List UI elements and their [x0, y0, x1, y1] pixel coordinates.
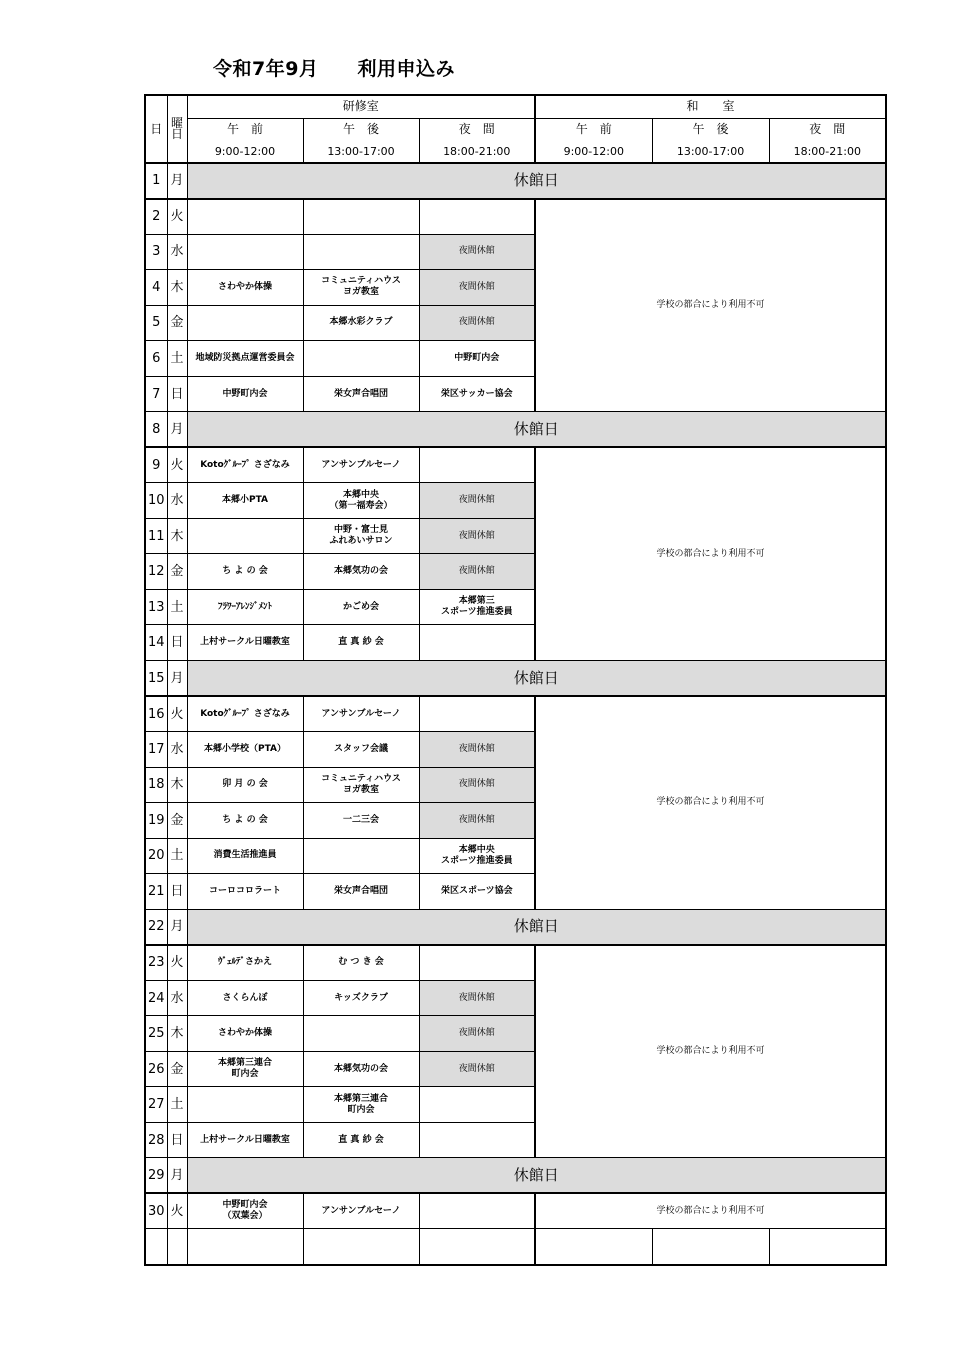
room1-am-cell[interactable] [187, 1229, 303, 1265]
room1-pm-cell[interactable]: 本郷水彩クラブ [303, 305, 419, 341]
weekday-header: 曜 日 [167, 95, 187, 163]
room1-pm-cell[interactable]: 中野・富士見 ふれあいサロン [303, 518, 419, 554]
day-cell: 27 [145, 1087, 167, 1123]
page-title: 令和7年9月 利用申込み [213, 58, 455, 80]
schedule-table [144, 94, 887, 1266]
room1-pm-cell[interactable] [303, 1229, 419, 1265]
weekday-cell: 土 [167, 589, 187, 625]
weekday-cell: 木 [167, 518, 187, 554]
day-cell [145, 1229, 167, 1265]
weekday-cell: 土 [167, 1087, 187, 1123]
room1-night-cell: 夜間休館 [419, 803, 535, 839]
room1-slot-night: 夜 間 [419, 118, 535, 140]
room1-pm-cell[interactable]: 栄女声合唱団 [303, 376, 419, 412]
room1-am-cell[interactable]: Kotoｸﾞﾙｰﾌﾟ さざなみ [187, 696, 303, 732]
room1-night-cell[interactable] [419, 625, 535, 661]
day-cell: 2 [145, 199, 167, 235]
day-cell: 17 [145, 732, 167, 768]
weekday-cell: 火 [167, 696, 187, 732]
table-row [145, 909, 886, 945]
room2-night-cell[interactable] [769, 1229, 886, 1265]
room2-time-pm: 13:00-17:00 [652, 140, 769, 163]
room1-night-cell: 夜間休館 [419, 1051, 535, 1087]
room2-unavailable-cell: 学校の都合により利用不可 [535, 1193, 886, 1229]
day-cell: 1 [145, 163, 167, 199]
room1-pm-cell[interactable]: 本郷気功の会 [303, 1051, 419, 1087]
room1-pm-cell[interactable]: 本郷気功の会 [303, 554, 419, 590]
room1-night-cell[interactable] [419, 199, 535, 235]
room2-time-am: 9:00-12:00 [535, 140, 652, 163]
room1-night-cell: 夜間休館 [419, 554, 535, 590]
room1-night-cell[interactable]: 栄区スポーツ協会 [419, 874, 535, 910]
room1-pm-cell[interactable] [303, 1016, 419, 1052]
weekday-cell [167, 1229, 187, 1265]
room1-pm-cell[interactable]: コミュニティハウス ヨガ教室 [303, 767, 419, 803]
table-row [145, 163, 886, 199]
day-header: 日 [145, 95, 167, 163]
room2-unavailable-cell: 学校の都合により利用不可 [535, 447, 886, 660]
room1-pm-cell[interactable]: 一二三会 [303, 803, 419, 839]
room1-night-cell[interactable] [419, 696, 535, 732]
room1-am-cell[interactable] [187, 199, 303, 235]
room1-pm-cell[interactable]: 直 真 紗 会 [303, 625, 419, 661]
room1-night-cell: 夜間休館 [419, 270, 535, 306]
table-row [145, 1158, 886, 1194]
room1-am-cell[interactable]: さわやか体操 [187, 270, 303, 306]
room2-time-night: 18:00-21:00 [769, 140, 886, 163]
room1-night-cell[interactable]: 本郷第三 スポーツ推進委員 [419, 589, 535, 625]
room1-slot-pm: 午 後 [303, 118, 419, 140]
room1-am-cell[interactable]: Kotoｸﾞﾙｰﾌﾟ さざなみ [187, 447, 303, 483]
room1-pm-cell[interactable]: アンサンブルセーノ [303, 696, 419, 732]
closed-day-cell: 休館日 [187, 1158, 886, 1194]
room1-am-cell[interactable]: 上村サークル日曜教室 [187, 1122, 303, 1158]
table-row [145, 1193, 886, 1229]
room1-night-cell[interactable]: 中野町内会 [419, 341, 535, 377]
room1-header: 研修室 [187, 95, 535, 118]
closed-day-cell: 休館日 [187, 163, 886, 199]
room1-am-cell[interactable]: 中野町内会 （双葉会） [187, 1193, 303, 1229]
day-cell: 15 [145, 660, 167, 696]
room1-am-cell[interactable]: 本郷小PTA [187, 483, 303, 519]
weekday-cell: 月 [167, 163, 187, 199]
day-cell: 4 [145, 270, 167, 306]
day-cell: 24 [145, 980, 167, 1016]
room1-am-cell[interactable]: ち よ の 会 [187, 554, 303, 590]
room1-night-cell: 夜間休館 [419, 732, 535, 768]
room2-slot-am: 午 前 [535, 118, 652, 140]
day-cell: 9 [145, 447, 167, 483]
weekday-cell: 水 [167, 483, 187, 519]
room1-am-cell[interactable]: 本郷小学校（PTA） [187, 732, 303, 768]
table-row [145, 696, 886, 732]
room1-night-cell: 夜間休館 [419, 980, 535, 1016]
table-row [145, 1229, 886, 1265]
closed-day-cell: 休館日 [187, 660, 886, 696]
day-cell: 12 [145, 554, 167, 590]
weekday-cell: 金 [167, 305, 187, 341]
room2-unavailable-cell: 学校の都合により利用不可 [535, 696, 886, 909]
room1-am-cell[interactable]: さくらんぼ [187, 980, 303, 1016]
room1-am-cell[interactable] [187, 1087, 303, 1123]
room1-night-cell[interactable] [419, 1087, 535, 1123]
room1-am-cell[interactable]: 上村サークル日曜教室 [187, 625, 303, 661]
day-cell: 16 [145, 696, 167, 732]
room1-night-cell: 夜間休館 [419, 518, 535, 554]
room1-pm-cell[interactable] [303, 234, 419, 270]
weekday-cell: 火 [167, 199, 187, 235]
day-cell: 6 [145, 341, 167, 377]
room2-slot-pm: 午 後 [652, 118, 769, 140]
weekday-cell: 月 [167, 909, 187, 945]
room1-am-cell[interactable]: 中野町内会 [187, 376, 303, 412]
room2-pm-cell[interactable] [652, 1229, 769, 1265]
room2-unavailable-cell: 学校の都合により利用不可 [535, 945, 886, 1158]
weekday-cell: 日 [167, 376, 187, 412]
weekday-cell: 水 [167, 980, 187, 1016]
table-row [145, 412, 886, 448]
room1-am-cell[interactable]: 地域防災拠点運営委員会 [187, 341, 303, 377]
day-cell: 10 [145, 483, 167, 519]
room1-night-cell: 夜間休館 [419, 483, 535, 519]
room1-time-pm: 13:00-17:00 [303, 140, 419, 163]
room1-am-cell[interactable]: 本郷第三連合 町内会 [187, 1051, 303, 1087]
weekday-cell: 月 [167, 1158, 187, 1194]
day-cell: 19 [145, 803, 167, 839]
room1-am-cell[interactable] [187, 305, 303, 341]
weekday-cell: 金 [167, 554, 187, 590]
day-cell: 22 [145, 909, 167, 945]
room1-pm-cell[interactable]: む つ き 会 [303, 945, 419, 981]
weekday-cell: 火 [167, 1193, 187, 1229]
room1-night-cell[interactable] [419, 945, 535, 981]
room1-pm-cell[interactable] [303, 199, 419, 235]
room1-am-cell[interactable]: 消費生活推進員 [187, 838, 303, 874]
room1-night-cell: 夜間休館 [419, 234, 535, 270]
weekday-cell: 火 [167, 945, 187, 981]
room1-am-cell[interactable]: コーロコロラート [187, 874, 303, 910]
room1-night-cell: 夜間休館 [419, 1016, 535, 1052]
room1-am-cell[interactable]: 卯 月 の 会 [187, 767, 303, 803]
room1-night-cell: 夜間休館 [419, 305, 535, 341]
weekday-cell: 火 [167, 447, 187, 483]
weekday-cell: 日 [167, 874, 187, 910]
table-row [145, 447, 886, 483]
day-cell: 29 [145, 1158, 167, 1194]
closed-day-cell: 休館日 [187, 412, 886, 448]
room1-night-cell[interactable] [419, 1193, 535, 1229]
weekday-cell: 月 [167, 660, 187, 696]
room1-pm-cell[interactable] [303, 838, 419, 874]
weekday-cell: 水 [167, 732, 187, 768]
day-cell: 3 [145, 234, 167, 270]
weekday-cell: 土 [167, 341, 187, 377]
room1-slot-am: 午 前 [187, 118, 303, 140]
day-cell: 8 [145, 412, 167, 448]
weekday-cell: 木 [167, 767, 187, 803]
weekday-cell: 金 [167, 803, 187, 839]
room1-pm-cell[interactable]: かごめ会 [303, 589, 419, 625]
table-row [145, 660, 886, 696]
room2-slot-night: 夜 間 [769, 118, 886, 140]
weekday-cell: 月 [167, 412, 187, 448]
weekday-cell: 日 [167, 625, 187, 661]
room1-pm-cell[interactable]: スタッフ会議 [303, 732, 419, 768]
room1-night-cell[interactable] [419, 1229, 535, 1265]
day-cell: 25 [145, 1016, 167, 1052]
weekday-cell: 金 [167, 1051, 187, 1087]
room1-night-cell[interactable]: 栄区サッカー協会 [419, 376, 535, 412]
room1-time-am: 9:00-12:00 [187, 140, 303, 163]
day-cell: 26 [145, 1051, 167, 1087]
room1-am-cell[interactable] [187, 234, 303, 270]
room1-night-cell[interactable] [419, 1122, 535, 1158]
room1-pm-cell[interactable] [303, 341, 419, 377]
room1-pm-cell[interactable]: アンサンブルセーノ [303, 447, 419, 483]
day-cell: 23 [145, 945, 167, 981]
day-cell: 20 [145, 838, 167, 874]
room1-pm-cell[interactable]: コミュニティハウス ヨガ教室 [303, 270, 419, 306]
day-cell: 18 [145, 767, 167, 803]
room1-night-cell: 夜間休館 [419, 767, 535, 803]
room1-time-night: 18:00-21:00 [419, 140, 535, 163]
weekday-cell: 日 [167, 1122, 187, 1158]
day-cell: 21 [145, 874, 167, 910]
day-cell: 13 [145, 589, 167, 625]
weekday-cell: 木 [167, 1016, 187, 1052]
day-cell: 5 [145, 305, 167, 341]
weekday-cell: 水 [167, 234, 187, 270]
day-cell: 14 [145, 625, 167, 661]
day-cell: 30 [145, 1193, 167, 1229]
day-cell: 7 [145, 376, 167, 412]
day-cell: 11 [145, 518, 167, 554]
room1-night-cell[interactable] [419, 447, 535, 483]
room1-night-cell[interactable]: 本郷中央 スポーツ推進委員 [419, 838, 535, 874]
room1-pm-cell[interactable]: アンサンブルセーノ [303, 1193, 419, 1229]
room1-am-cell[interactable]: ﾌﾗﾜｰｱﾚﾝｼﾞﾒﾝﾄ [187, 589, 303, 625]
room1-pm-cell[interactable]: キッズクラブ [303, 980, 419, 1016]
closed-day-cell: 休館日 [187, 909, 886, 945]
room1-am-cell[interactable]: ｳﾞｪﾙﾃﾞさかえ [187, 945, 303, 981]
room1-am-cell[interactable]: さわやか体操 [187, 1016, 303, 1052]
day-cell: 28 [145, 1122, 167, 1158]
table-row [145, 945, 886, 981]
room2-am-cell[interactable] [535, 1229, 652, 1265]
room2-header: 和 室 [535, 95, 886, 118]
weekday-cell: 木 [167, 270, 187, 306]
room1-pm-cell[interactable]: 直 真 紗 会 [303, 1122, 419, 1158]
room1-pm-cell[interactable]: 本郷第三連合 町内会 [303, 1087, 419, 1123]
room1-pm-cell[interactable]: 本郷中央 （第一福寿会） [303, 483, 419, 519]
room2-unavailable-cell: 学校の都合により利用不可 [535, 199, 886, 412]
weekday-cell: 土 [167, 838, 187, 874]
room1-am-cell[interactable]: ち よ の 会 [187, 803, 303, 839]
room1-am-cell[interactable] [187, 518, 303, 554]
room1-pm-cell[interactable]: 栄女声合唱団 [303, 874, 419, 910]
table-row [145, 199, 886, 235]
